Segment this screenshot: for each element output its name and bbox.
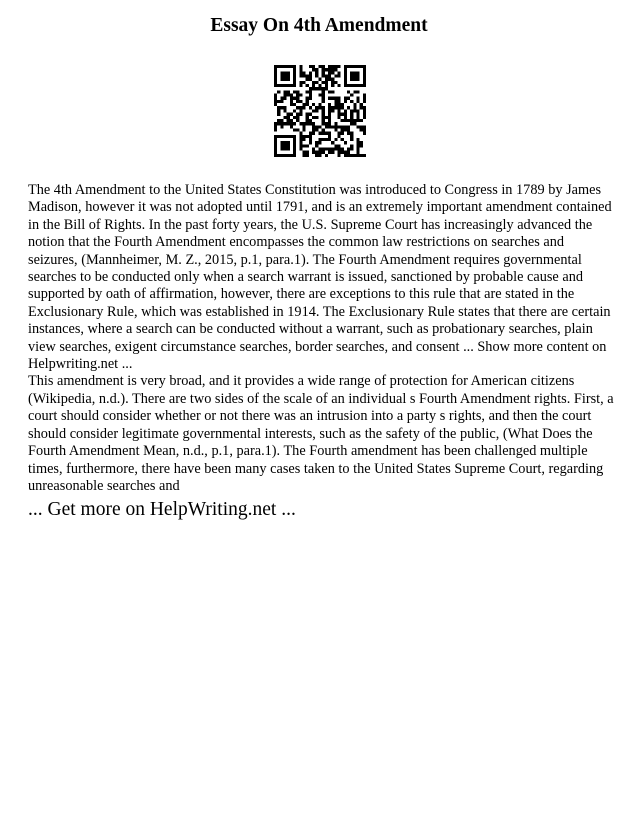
page-title: Essay On 4th Amendment	[210, 15, 428, 36]
get-more-link[interactable]: ... Get more on HelpWriting.net ...	[28, 499, 296, 520]
paragraph-2: This amendment is very broad, and it provides a wide range of protection for American citizens (Wikipedia, n.d.). There are two sides of the scale of an individual s Fourth Amendment rights. First, a court should consider whether or not there was an intrusion into a party s rights, and then the court should consider legitimate governmental interests, such as the safety of the public, (What Does the Fourth Amendment Mean, n.d., p.1, para.1). The Fourth amendment has been challenged multiple times, furthermore, there have been many cases taken to the United States Supreme Court, regarding unreasonable searches and	[28, 373, 614, 494]
paragraph-1: The 4th Amendment to the United States Constitution was introduced to Congress in 1789 by James Madison, however it was not adopted until 1791, and is an extremely important amendment contained in the Bill of Rights. In the past forty years, the U.S. Supreme Court has increasingly advanced the notion that the Fourth Amendment encompasses the common law restrictions on searches and seizures, (Mannheimer, M. Z., 2015, p.1, para.1). The Fourth Amendment requires governmental searches to be conducted only when a search warrant is issued, sanctioned by probable cause and supported by oath of affirmation, however, there are exceptions to this rule that are stated in the Exclusionary Rule, which was established in 1914. The Exclusionary Rule states that there are certain instances, where a search can be conducted without a warrant, such as probationary searches, plain view searches, exigent circumstance searches, border searches, and consent ... Show more content on Helpwriting.net ...	[28, 182, 612, 373]
qr-code-icon[interactable]	[274, 65, 366, 157]
essay-body	[28, 182, 616, 495]
